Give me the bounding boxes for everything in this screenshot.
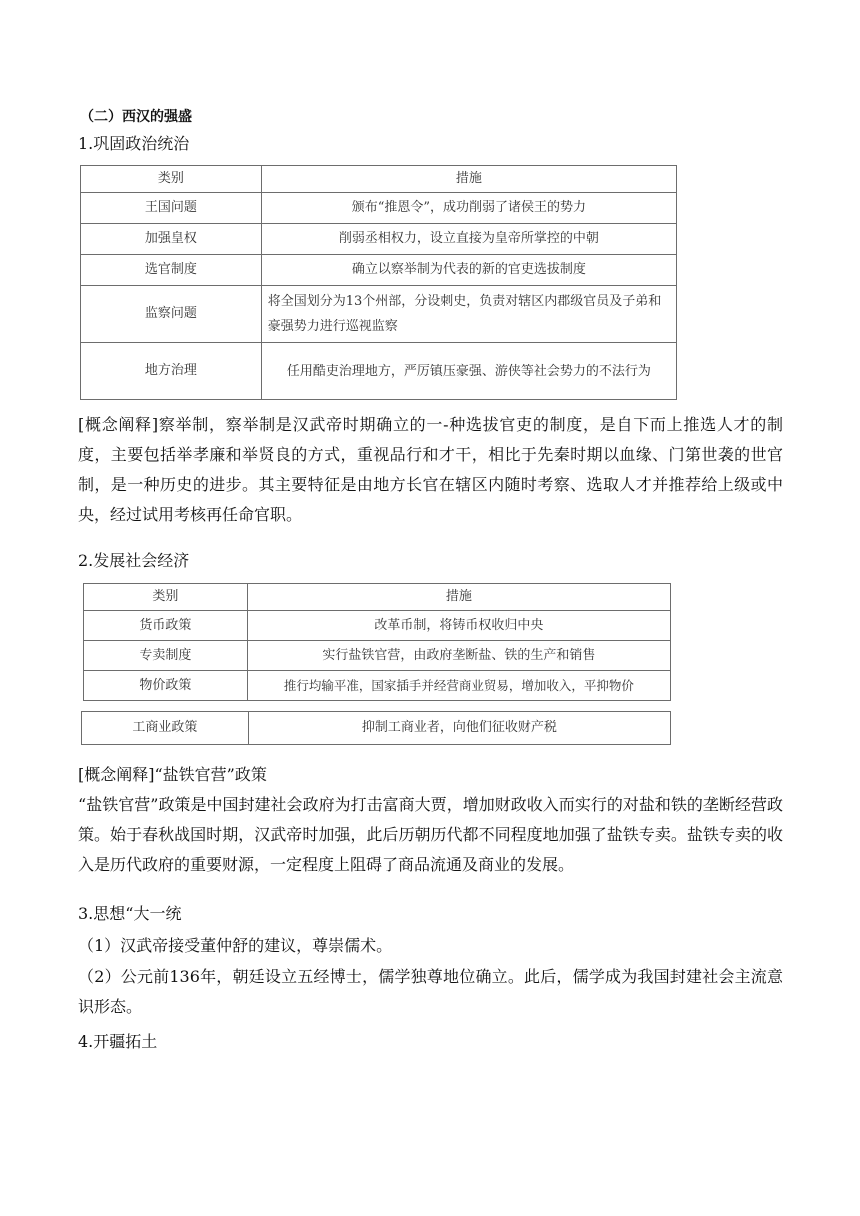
table-row	[81, 286, 677, 343]
table-header-cell: 类别	[81, 166, 262, 193]
table-cell: 实行盐铁官营，由政府垄断盐、铁的生产和销售	[247, 641, 670, 671]
table-header-row	[81, 166, 677, 193]
heading-thought: 3.思想“大一统	[78, 904, 182, 923]
table-cell: 削弱丞相权力，设立直接为皇帝所掌控的中朝	[261, 224, 676, 255]
politics-table	[80, 165, 677, 400]
section-title: （二）西汉的强盛	[80, 109, 192, 125]
economy-table-extra	[81, 711, 671, 745]
table-row	[81, 343, 677, 400]
table-cell: 改革币制，将铸币权收归中央	[247, 611, 670, 641]
heading-territory: 4.开疆拓土	[78, 1032, 158, 1051]
table-row	[82, 712, 671, 745]
table-header-cell: 措施	[247, 584, 670, 611]
economy-table	[83, 583, 671, 701]
table-cell: 任用酷吏治理地方，严厉镇压豪强、游侠等社会势力的不法行为	[261, 343, 676, 400]
table-row	[81, 193, 677, 224]
table-cell: 物价政策	[84, 671, 248, 701]
table-cell: 工商业政策	[82, 712, 249, 745]
table-header-cell: 类别	[84, 584, 248, 611]
thought-item-1: （1）汉武帝接受董仲舒的建议，尊崇儒术。	[78, 936, 393, 955]
table-cell: 确立以察举制为代表的新的官吏选拔制度	[261, 255, 676, 286]
table-cell: 加强皇权	[81, 224, 262, 255]
table-cell: 颁布“推恩令”，成功削弱了诸侯王的势力	[261, 193, 676, 224]
table-cell: 地方治理	[81, 343, 262, 400]
concept-chaju: [概念阐释]察举制，察举制是汉武帝时期确立的一-种选拔官吏的制度，是自下而上推选人才的制度，主要包括举孝廉和举贤良的方式，重视品行和才干，相比于先秦时期以血缘、门第世袭的世官制，是一种历史的进步。其主要特征是由地方长官在辖区内随时考察、选取人才并推荐给上级或中央，经过试用考核再任命官职。	[78, 415, 783, 524]
table-cell: 将全国划分为13个州部，分设刺史，负责对辖区内郡级官员及子弟和豪强势力进行巡视监察	[261, 286, 676, 343]
heading-politics: 1.巩固政治统治	[78, 134, 190, 153]
table-cell: 货币政策	[84, 611, 248, 641]
concept-salt-iron: “盐铁官营”政策是中国封建社会政府为打击富商大贾，增加财政收入而实行的对盐和铁的垄断经营政策。始于春秋战国时期，汉武帝时加强，此后历朝历代都不同程度地加强了盐铁专卖。盐铁专卖的收入是历代政府的重要财源，一定程度上阻碍了商品流通及商业的发展。	[78, 795, 783, 874]
table-row	[84, 641, 671, 671]
heading-economy: 2.发展社会经济	[78, 551, 190, 570]
table-cell: 专卖制度	[84, 641, 248, 671]
table-row	[81, 255, 677, 286]
table-cell: 王国问题	[81, 193, 262, 224]
table-cell: 选官制度	[81, 255, 262, 286]
concept-title-salt-iron: [概念阐释]“盐铁官营”政策	[78, 765, 267, 784]
table-cell: 监察问题	[81, 286, 262, 343]
table-row	[84, 611, 671, 641]
table-header-row	[84, 584, 671, 611]
table-header-cell: 措施	[261, 166, 676, 193]
thought-item-2: （2）公元前136年，朝廷设立五经博士，儒学独尊地位确立。此后，儒学成为我国封建社会主流意识形态。	[78, 967, 783, 1016]
table-row	[81, 224, 677, 255]
table-row	[84, 671, 671, 701]
table-cell: 推行均输平准，国家插手并经营商业贸易，增加收入，平抑物价	[247, 671, 670, 701]
table-cell: 抑制工商业者，向他们征收财产税	[248, 712, 670, 745]
